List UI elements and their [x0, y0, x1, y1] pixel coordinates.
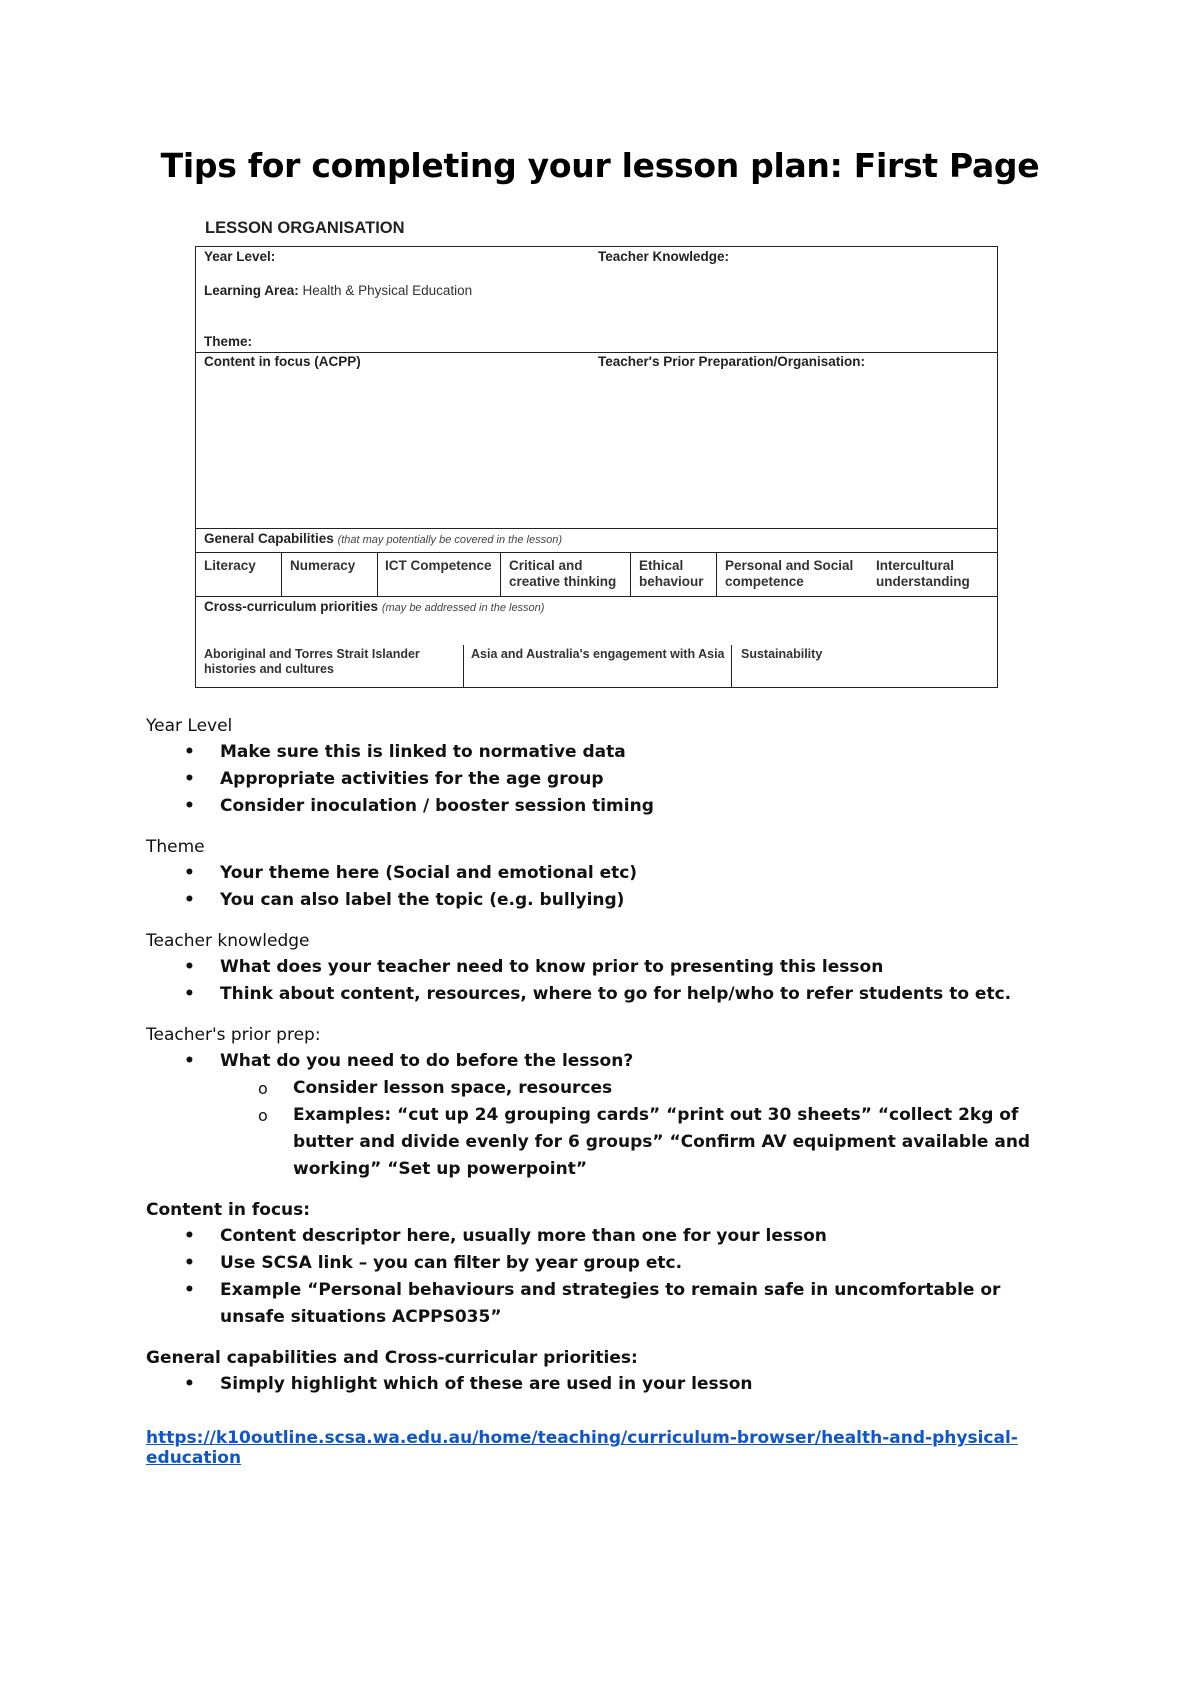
priority-aboriginal: Aboriginal and Torres Strait Islander histories and cultures [204, 647, 420, 676]
tips-notes [146, 713, 1066, 1468]
list-item: • Use SCSA link – you can filter by year group etc. [146, 1250, 1066, 1277]
list-item: • Appropriate activities for the age group [146, 766, 1066, 793]
priority-sustainability: Sustainability [741, 647, 823, 661]
list-item: • Consider inoculation / booster session timing [146, 793, 1066, 820]
prior-prep-label: Teacher's Prior Preparation/Organisation: [598, 354, 866, 369]
capability-ethical: Ethical behaviour [639, 558, 704, 589]
list-item: • You can also label the topic (e.g. bullying) [146, 887, 1066, 914]
capability-intercultural: Intercultural understanding [876, 558, 970, 589]
notes-heading: General capabilities and Cross-curricular priorities: [146, 1348, 638, 1368]
notes-group-capabilities [146, 1345, 1066, 1398]
capability-critical-thinking: Critical and creative thinking [509, 558, 617, 589]
page-title: Tips for completing your lesson plan: First Page [160, 146, 1040, 185]
capability-personal-social: Personal and Social competence [725, 558, 854, 589]
lesson-organisation-form [195, 246, 998, 688]
list-item: • Simply highlight which of these are used in your lesson [146, 1371, 1066, 1398]
notes-group-content-in-focus [146, 1197, 1066, 1331]
notes-group-prior-prep [146, 1022, 1066, 1183]
capability-literacy: Literacy [204, 558, 256, 573]
notes-heading: Teacher's prior prep: [146, 1025, 321, 1045]
notes-heading: Content in focus: [146, 1200, 311, 1220]
list-item: • Content descriptor here, usually more than one for your lesson [146, 1223, 1066, 1250]
list-item: • What do you need to do before the lesson? o Consider lesson space, resources o Examples: “cut up 24 grouping cards” “print out 30 sheets” “collect 2kg of butter and divide evenly for 6 groups” “Confirm AV equipment available and working” “Set up powerpoint” [146, 1048, 1066, 1183]
cross-curriculum-label: Cross-curriculum priorities (may be addressed in the lesson) [204, 599, 545, 614]
notes-heading: Year Level [146, 716, 233, 736]
priority-asia: Asia and Australia's engagement with Asia [471, 647, 725, 661]
sub-list-item: o Examples: “cut up 24 grouping cards” “print out 30 sheets” “collect 2kg of butter and divide evenly for 6 groups” “Confirm AV equipment available and working” “Set up powerpoint” [220, 1102, 1066, 1183]
notes-heading: Theme [146, 837, 205, 857]
teacher-knowledge-label: Teacher Knowledge: [598, 249, 730, 264]
content-in-focus-label: Content in focus (ACPP) [204, 354, 361, 369]
list-item: • Think about content, resources, where to go for help/who to refer students to etc. [146, 981, 1066, 1008]
capability-ict: ICT Competence [385, 558, 492, 573]
lesson-organisation-heading: LESSON ORGANISATION [205, 219, 405, 237]
notes-heading: Teacher knowledge [146, 931, 310, 951]
learning-area-label: Learning Area: Health & Physical Education [204, 283, 473, 298]
notes-group-teacher-knowledge [146, 928, 1066, 1008]
form-section-overview [196, 247, 997, 353]
list-item: • What does your teacher need to know prior to presenting this lesson [146, 954, 1066, 981]
list-item: • Make sure this is linked to normative data [146, 739, 1066, 766]
learning-area-value: Health & Physical Education [302, 283, 473, 298]
year-level-label: Year Level: [204, 249, 276, 264]
theme-label: Theme: [204, 334, 253, 349]
general-capabilities-label: General Capabilities (that may potentially be covered in the lesson) [204, 531, 562, 546]
list-item: • Your theme here (Social and emotional etc) [146, 860, 1066, 887]
scsa-curriculum-link[interactable]: https://k10outline.scsa.wa.edu.au/home/teaching/curriculum-browser/health-and-physical-education [146, 1428, 1018, 1468]
form-section-content [196, 353, 997, 529]
form-section-priorities [196, 597, 997, 687]
notes-group-year-level [146, 713, 1066, 820]
sub-list-item: o Consider lesson space, resources [220, 1075, 1066, 1102]
capability-numeracy: Numeracy [290, 558, 356, 573]
notes-group-theme [146, 834, 1066, 914]
list-item: • Example “Personal behaviours and strategies to remain safe in uncomfortable or unsafe situations ACPPS035” [146, 1277, 1066, 1331]
form-section-capabilities-heading [196, 529, 997, 553]
form-section-capabilities [196, 553, 997, 597]
